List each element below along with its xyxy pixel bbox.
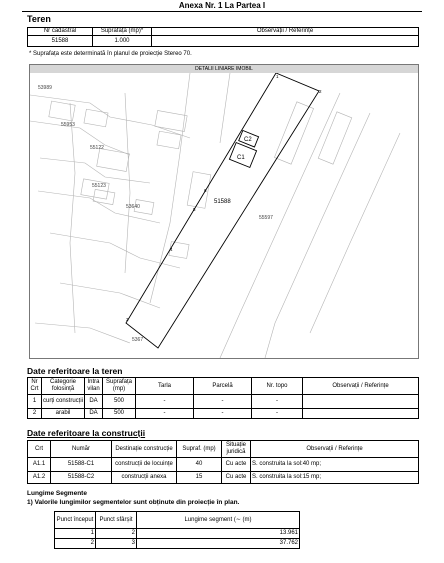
date-constructii-table — [27, 440, 419, 484]
table-cell: 2 — [96, 529, 137, 539]
table-cell: - — [194, 409, 252, 419]
table-cell: 40 — [177, 458, 222, 472]
table-row — [28, 409, 419, 419]
map-label: 55122 — [90, 145, 104, 151]
lungime-table — [54, 511, 300, 549]
neighbour-line — [35, 323, 130, 343]
table-cell: A1.1 — [28, 458, 51, 472]
date-teren-col-parcela: Parcelă — [194, 378, 252, 395]
neighbour-building — [93, 189, 115, 204]
date-teren-col-observatii: Observații / Referințe — [303, 378, 419, 395]
teren-heading: Teren — [27, 14, 51, 24]
table-cell: 51588-C2 — [51, 472, 112, 484]
table-cell: 1 — [55, 529, 96, 539]
parcel-number-label: 51588 — [214, 199, 231, 205]
vertex-label: 6 — [204, 188, 207, 193]
table-cell: 2 — [55, 539, 96, 549]
table-cell: 500 — [103, 395, 136, 409]
table-cell: curți construcții — [42, 395, 85, 409]
table-cell — [303, 395, 419, 409]
constructii-col-destinatie: Destinație construcție — [112, 441, 177, 458]
neighbour-line — [220, 93, 340, 358]
table-cell: 15 — [177, 472, 222, 484]
table-cell: 13.961 — [137, 529, 300, 539]
table-row — [28, 458, 419, 472]
date-teren-col-nr: Nr Crt — [28, 378, 42, 395]
table-cell: 37.762 — [137, 539, 300, 549]
neighbour-building — [97, 149, 130, 172]
table-cell: 51588-C1 — [51, 458, 112, 472]
table-cell: 2 — [28, 409, 42, 419]
neighbour-line — [220, 73, 230, 143]
vertex-label: 5 — [193, 207, 196, 212]
map-label: 55123 — [92, 183, 106, 189]
map-label: 5367 — [132, 337, 144, 343]
map-label: 53989 — [38, 85, 52, 91]
building-c1-label: C1 — [237, 155, 245, 161]
teren-cell-observatii — [152, 36, 419, 47]
table-cell: 3 — [96, 539, 137, 549]
table-row — [55, 539, 300, 549]
teren-col-nr-cadastral: Nr cadastral — [28, 28, 93, 36]
constructii-col-situatie: Situație juridică — [222, 441, 251, 458]
table-cell: - — [252, 409, 303, 419]
date-constructii-heading: Date referitoare la construcții — [27, 428, 146, 438]
title-divider — [22, 11, 422, 12]
neighbour-building — [318, 112, 352, 164]
table-cell: Cu acte — [222, 472, 251, 484]
vertex-label: 2 — [319, 89, 322, 94]
neighbour-building — [187, 172, 211, 209]
date-teren-heading: Date referitoare la teren — [27, 366, 123, 376]
table-cell: arabil — [42, 409, 85, 419]
map-label: 55597 — [259, 215, 273, 221]
table-row — [28, 472, 419, 484]
neighbour-line — [50, 233, 180, 268]
teren-note: * Suprafața este determinată în planul de proiecție Stereo 70. — [29, 51, 192, 57]
date-teren-col-nr-topo: Nr. topo — [252, 378, 303, 395]
table-cell — [303, 409, 419, 419]
table-cell: A1.2 — [28, 472, 51, 484]
parcel-boundary — [126, 73, 319, 348]
constructii-col-suprafata: Supraf. (mp) — [177, 441, 222, 458]
lungime-subtitle: 1) Valorile lungimilor segmentelor sunt obținute din proiecție în plan. — [27, 499, 240, 506]
neighbour-line — [40, 158, 150, 183]
table-cell: - — [136, 409, 194, 419]
lungime-heading: Lungime Segmente — [27, 490, 87, 497]
teren-col-observatii: Observații / Referințe — [152, 28, 419, 36]
table-cell: - — [252, 395, 303, 409]
table-cell: Cu acte — [222, 458, 251, 472]
neighbour-line — [265, 113, 370, 358]
document-title: Anexa Nr. 1 La Partea I — [178, 1, 266, 10]
map-label: 53640 — [126, 204, 140, 210]
neighbour-line — [310, 133, 400, 333]
cadastral-plan — [30, 73, 418, 358]
parcel-51588 — [126, 73, 319, 348]
neighbour-line — [38, 191, 160, 223]
building-c2-label: C2 — [244, 137, 252, 143]
table-cell: construcții de locuințe — [112, 458, 177, 472]
neighbour-line — [150, 73, 190, 303]
neighbour-building — [155, 111, 187, 132]
vertex-label: 4 — [170, 247, 173, 252]
lungime-col-lungime: Lungime segment (∼ (m) — [137, 512, 300, 529]
table-cell: - — [194, 395, 252, 409]
neighbour-line — [30, 121, 130, 155]
vertex-label: 3 — [126, 317, 129, 322]
map-label: 55953 — [61, 122, 75, 128]
table-cell: 500 — [103, 409, 136, 419]
neighbour-building — [274, 102, 313, 164]
teren-cell-suprafata: 1.000 — [93, 36, 152, 47]
teren-table — [27, 27, 419, 47]
table-cell: DA — [85, 409, 103, 419]
neighbour-building — [81, 179, 109, 199]
table-cell: S. construita la sol:15 mp; — [251, 472, 419, 484]
table-row — [28, 395, 419, 409]
date-teren-table — [27, 377, 419, 419]
neighbour-building — [84, 109, 108, 127]
lungime-col-sfarsit: Punct sfârșit — [96, 512, 137, 529]
constructii-col-numar: Număr — [51, 441, 112, 458]
table-row — [55, 529, 300, 539]
table-cell: - — [136, 395, 194, 409]
date-teren-col-tarla: Tarla — [136, 378, 194, 395]
teren-col-suprafata: Suprafața (mp)* — [93, 28, 152, 36]
map-panel — [29, 64, 419, 359]
neighbour-line — [70, 103, 75, 333]
table-cell: DA — [85, 395, 103, 409]
table-cell: S. construita la sol:40 mp; — [251, 458, 419, 472]
date-teren-col-suprafata: Suprafața (mp) — [103, 378, 136, 395]
neighbour-parcels — [30, 73, 400, 358]
table-cell: 1 — [28, 395, 42, 409]
teren-cell-nr-cadastral: 51588 — [28, 36, 93, 47]
vertex-label: 1 — [276, 74, 279, 79]
constructii-col-crt: Crt — [28, 441, 51, 458]
constructii-col-observatii: Observații / Referințe — [251, 441, 419, 458]
date-teren-col-intravilan: Intra vilan — [85, 378, 103, 395]
map-title: DETALII LINIARE IMOBIL — [30, 65, 418, 73]
neighbour-line — [60, 283, 160, 308]
date-teren-col-categorie: Categorie folosință — [42, 378, 85, 395]
table-cell: construcții anexa — [112, 472, 177, 484]
lungime-col-inceput: Punct început — [55, 512, 96, 529]
